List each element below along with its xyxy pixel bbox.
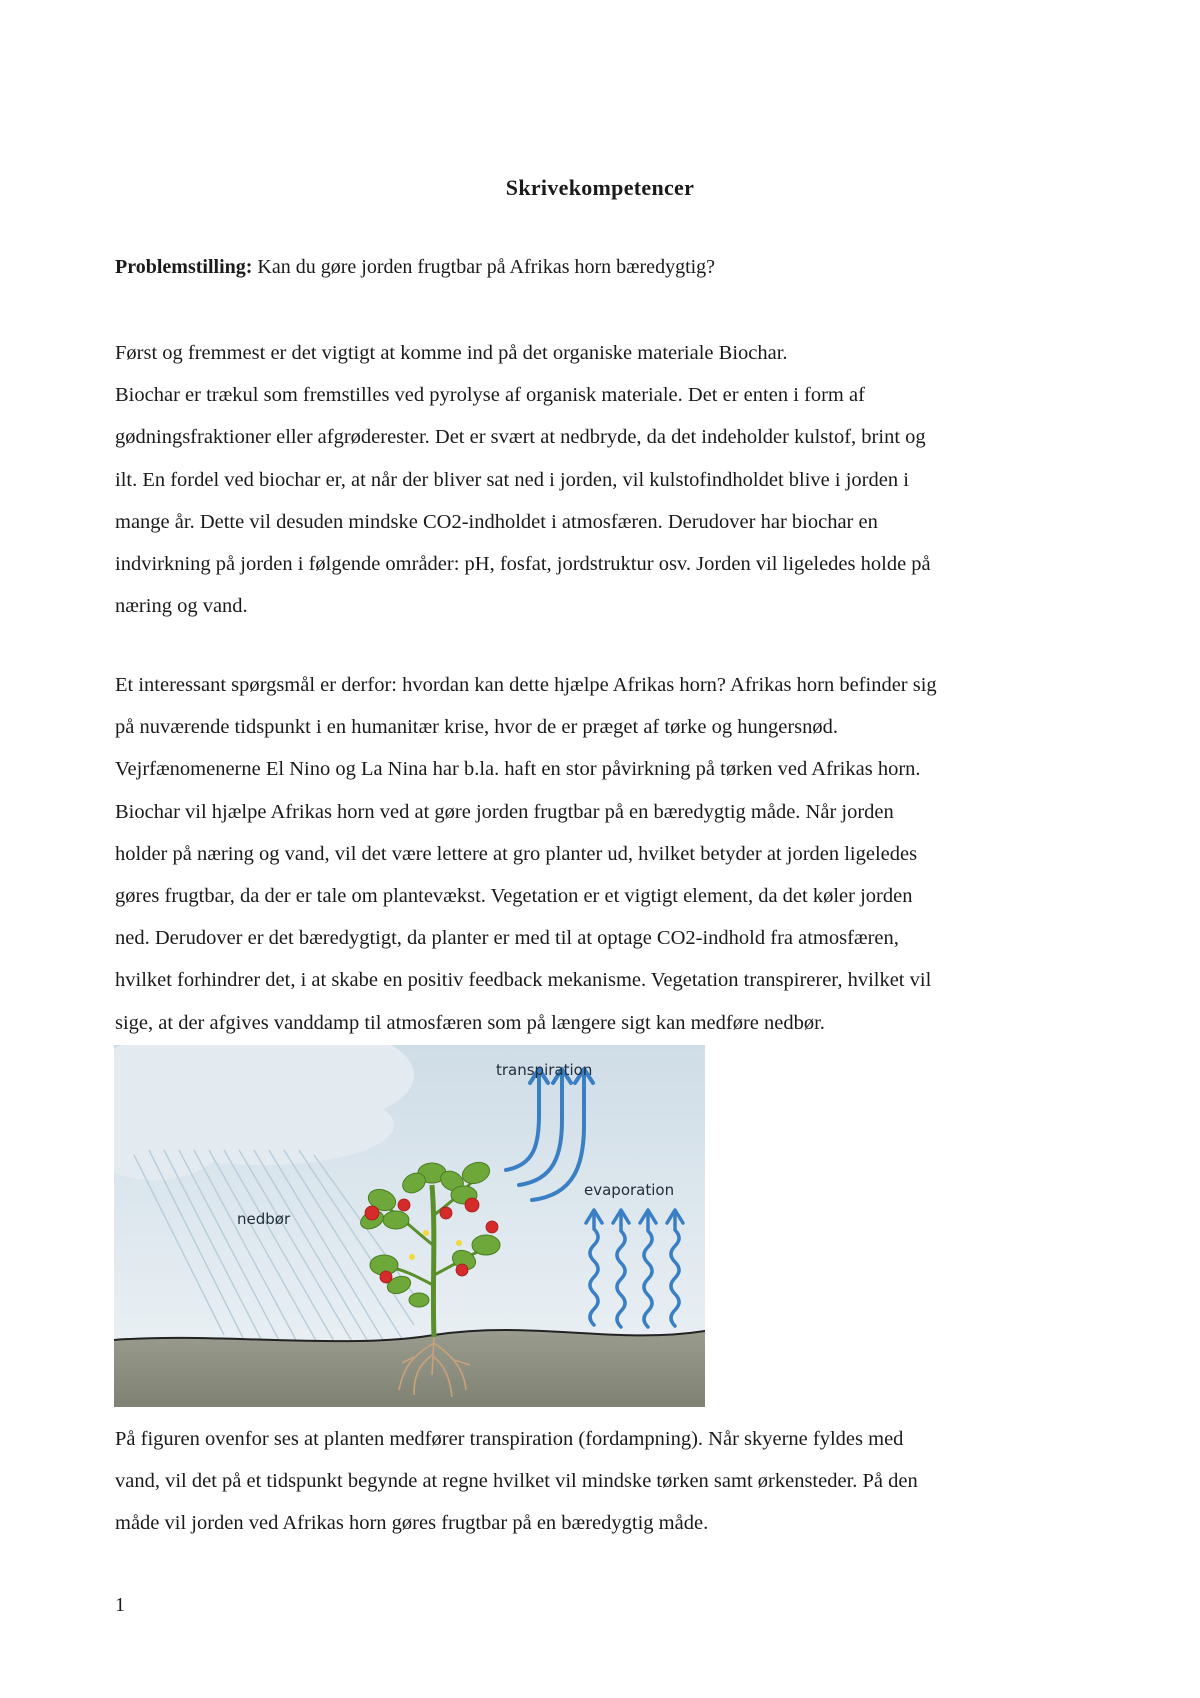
- text-line: gødningsfraktioner eller afgrøderester. Det er svært at nedbryde, da det indeholder kulstof, brint og: [115, 426, 926, 449]
- text-line: vand, vil det på et tidspunkt begynde at regne hvilket vil mindske tørken samt ørkensteder. På den: [115, 1470, 918, 1493]
- paragraph-figure-explanation: [115, 1418, 1105, 1545]
- text-line: På figuren ovenfor ses at planten medfører transpiration (fordampning). Når skyerne fyldes med: [115, 1428, 904, 1450]
- text-line: hvilket forhindrer det, i at skabe en positiv feedback mekanisme. Vegetation transpirerer, hvilket vil: [115, 969, 932, 992]
- transpiration-label: transpiration: [496, 1061, 593, 1079]
- paragraph-biochar: [115, 332, 1105, 627]
- text-line: gøres frugtbar, da der er tale om plantevækst. Vegetation er et vigtigt element, da det køler jorden: [115, 885, 913, 908]
- text-line: Biochar vil hjælpe Afrikas horn ved at gøre jorden frugtbar på en bæredygtig måde. Når jorden: [115, 800, 894, 823]
- text-line: mange år. Dette vil desuden mindske CO2-indholdet i atmosfæren. Derudover har biochar en: [115, 510, 878, 533]
- text-line: måde vil jorden ved Afrikas horn gøres frugtbar på en bæredygtig måde.: [115, 1512, 709, 1535]
- text-line: sige, at der afgives vanddamp til atmosfæren som på længere sigt kan medføre nedbør.: [115, 1011, 825, 1034]
- text-line: Biochar er trækul som fremstilles ved pyrolyse af organisk materiale. Det er enten i form af: [115, 384, 865, 407]
- ground: [114, 1330, 705, 1407]
- precipitation-label: nedbør: [237, 1210, 291, 1228]
- page-title: Skrivekompetencer: [505, 175, 695, 200]
- evaporation-label: evaporation: [584, 1181, 675, 1199]
- text-line: holder på næring og vand, vil det være lettere at gro planter ud, hvilket betyder at jorden ligeledes: [115, 842, 918, 865]
- text-line: Et interessant spørgsmål er derfor: hvordan kan dette hjælpe Afrikas horn? Afrikas horn befinder sig: [115, 674, 937, 696]
- text-line: næring og vand.: [115, 595, 248, 618]
- problem-label: Problemstilling:: [115, 256, 253, 278]
- problem-statement: [115, 252, 1095, 282]
- text-line: indvirkning på jorden i følgende områder: pH, fosfat, jordstruktur osv. Jorden vil ligeledes holde på: [115, 553, 931, 576]
- problem-text: Kan du gøre jorden frugtbar på Afrikas horn bæredygtig?: [252, 256, 716, 278]
- text-line: Vejrfænomenerne El Nino og La Nina har b.la. haft en stor påvirkning på tørken ved Afrikas horn.: [115, 758, 921, 781]
- text-line: Først og fremmest er det vigtigt at komme ind på det organiske materiale Biochar.: [115, 342, 788, 364]
- text-line: på nuværende tidspunkt i en humanitær krise, hvor de er præget af tørke og hungersnød.: [115, 716, 839, 739]
- text-line: ilt. En fordel ved biochar er, at når der bliver sat ned i jorden, vil kulstofindholdet blive i jorden i: [115, 468, 909, 491]
- paragraph-afrikas-horn: [115, 664, 1105, 1044]
- text-line: ned. Derudover er det bæredygtigt, da planter er med til at optage CO2-indhold fra atmosfæren,: [115, 927, 899, 950]
- page-number: 1: [115, 1594, 125, 1616]
- water-cycle-figure: [114, 1045, 705, 1407]
